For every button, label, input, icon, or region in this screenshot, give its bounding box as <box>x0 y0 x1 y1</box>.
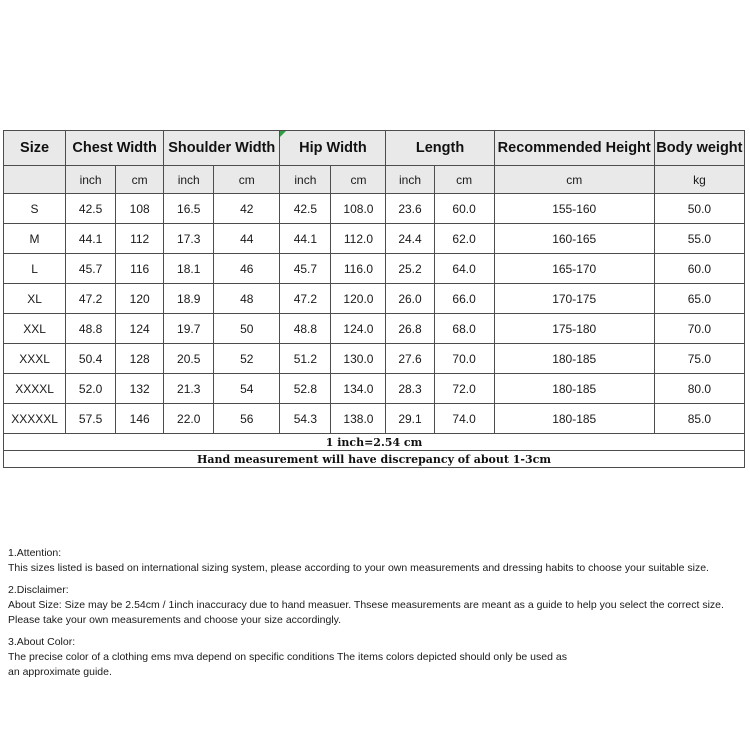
value-cell: 108 <box>116 194 164 224</box>
value-cell: 44.1 <box>280 224 331 254</box>
note-line: This sizes listed is based on international sizing system, please according to your own measurements and dressing habits to choose your suitable size. <box>8 562 709 574</box>
value-cell: 80.0 <box>654 374 744 404</box>
note-block <box>8 635 750 680</box>
value-cell: 165-170 <box>494 254 654 284</box>
size-chart-body <box>4 194 745 434</box>
value-cell: 112.0 <box>331 224 386 254</box>
value-cell: 16.5 <box>164 194 214 224</box>
note-heading: 2.Disclaimer: <box>8 584 69 596</box>
value-cell: 160-165 <box>494 224 654 254</box>
value-cell: 23.6 <box>386 194 434 224</box>
value-cell: 175-180 <box>494 314 654 344</box>
column-header-hip-width <box>280 131 386 166</box>
size-label-cell: XL <box>4 284 66 314</box>
value-cell: 108.0 <box>331 194 386 224</box>
table-row <box>4 194 745 224</box>
column-header-chest-width <box>66 131 164 166</box>
unit-cell: cm <box>434 166 494 194</box>
unit-cell: kg <box>654 166 744 194</box>
footnote-row <box>4 434 745 451</box>
value-cell: 27.6 <box>386 344 434 374</box>
value-cell: 155-160 <box>494 194 654 224</box>
value-cell: 42 <box>214 194 280 224</box>
value-cell: 50 <box>214 314 280 344</box>
note-line: About Size: Size may be 2.54cm / 1inch inaccuracy due to hand measuer. Thsese measurements are meant as a guide to help you select the correct size. <box>8 599 724 611</box>
value-cell: 72.0 <box>434 374 494 404</box>
value-cell: 50.0 <box>654 194 744 224</box>
table-row <box>4 284 745 314</box>
cell-flag-icon <box>280 131 286 137</box>
note-heading: 1.Attention: <box>8 547 62 559</box>
value-cell: 52.8 <box>280 374 331 404</box>
size-label-cell: XXXXXL <box>4 404 66 434</box>
table-row <box>4 344 745 374</box>
column-header-label: Body weight <box>656 140 743 156</box>
unit-cell: inch <box>280 166 331 194</box>
value-cell: 50.4 <box>66 344 116 374</box>
column-header-label: Length <box>415 140 465 156</box>
footnote-text: 1 inch=2.54 cm <box>4 434 745 451</box>
table-row <box>4 404 745 434</box>
value-cell: 54 <box>214 374 280 404</box>
value-cell: 26.0 <box>386 284 434 314</box>
value-cell: 138.0 <box>331 404 386 434</box>
value-cell: 180-185 <box>494 404 654 434</box>
value-cell: 128 <box>116 344 164 374</box>
value-cell: 51.2 <box>280 344 331 374</box>
value-cell: 52.0 <box>66 374 116 404</box>
value-cell: 22.0 <box>164 404 214 434</box>
unit-cell: cm <box>331 166 386 194</box>
value-cell: 28.3 <box>386 374 434 404</box>
value-cell: 19.7 <box>164 314 214 344</box>
column-header-shoulder-width <box>164 131 280 166</box>
value-cell: 48 <box>214 284 280 314</box>
note-block <box>8 546 750 576</box>
value-cell: 75.0 <box>654 344 744 374</box>
size-chart-footnotes <box>4 434 745 468</box>
value-cell: 120.0 <box>331 284 386 314</box>
value-cell: 134.0 <box>331 374 386 404</box>
value-cell: 62.0 <box>434 224 494 254</box>
column-header-body-weight <box>654 131 744 166</box>
value-cell: 132 <box>116 374 164 404</box>
value-cell: 116.0 <box>331 254 386 284</box>
value-cell: 47.2 <box>280 284 331 314</box>
note-heading: 3.About Color: <box>8 636 76 648</box>
value-cell: 146 <box>116 404 164 434</box>
value-cell: 56 <box>214 404 280 434</box>
unit-cell-empty <box>4 166 66 194</box>
value-cell: 52 <box>214 344 280 374</box>
column-header-label: Size <box>20 140 50 156</box>
column-header-size <box>4 131 66 166</box>
value-cell: 18.1 <box>164 254 214 284</box>
value-cell: 66.0 <box>434 284 494 314</box>
note-line: Please take your own measurements and choose your size accordingly. <box>8 614 342 626</box>
value-cell: 180-185 <box>494 344 654 374</box>
size-label-cell: XXXL <box>4 344 66 374</box>
table-row <box>4 254 745 284</box>
column-header-label: Chest Width <box>72 140 157 156</box>
value-cell: 42.5 <box>280 194 331 224</box>
value-cell: 120 <box>116 284 164 314</box>
unit-cell: inch <box>66 166 116 194</box>
size-label-cell: XXL <box>4 314 66 344</box>
unit-cell: cm <box>494 166 654 194</box>
value-cell: 54.3 <box>280 404 331 434</box>
unit-cell: inch <box>386 166 434 194</box>
value-cell: 70.0 <box>654 314 744 344</box>
column-header-recommended-height <box>494 131 654 166</box>
value-cell: 55.0 <box>654 224 744 254</box>
value-cell: 26.8 <box>386 314 434 344</box>
column-header-label: Shoulder Width <box>168 140 276 156</box>
size-chart-header <box>4 131 745 194</box>
size-label-cell: S <box>4 194 66 224</box>
unit-cell: inch <box>164 166 214 194</box>
value-cell: 124 <box>116 314 164 344</box>
value-cell: 70.0 <box>434 344 494 374</box>
value-cell: 20.5 <box>164 344 214 374</box>
value-cell: 29.1 <box>386 404 434 434</box>
value-cell: 46 <box>214 254 280 284</box>
table-row <box>4 314 745 344</box>
value-cell: 17.3 <box>164 224 214 254</box>
column-header-label: Recommended Height <box>497 140 651 156</box>
column-header-label: Hip Width <box>299 140 367 156</box>
note-block <box>8 583 750 628</box>
footnote-text: Hand measurement will have discrepancy of about 1-3cm <box>4 451 745 468</box>
footnote-row <box>4 451 745 468</box>
value-cell: 130.0 <box>331 344 386 374</box>
value-cell: 44 <box>214 224 280 254</box>
value-cell: 42.5 <box>66 194 116 224</box>
value-cell: 85.0 <box>654 404 744 434</box>
value-cell: 65.0 <box>654 284 744 314</box>
value-cell: 45.7 <box>280 254 331 284</box>
value-cell: 48.8 <box>66 314 116 344</box>
value-cell: 25.2 <box>386 254 434 284</box>
value-cell: 21.3 <box>164 374 214 404</box>
notes-section <box>8 546 750 687</box>
value-cell: 24.4 <box>386 224 434 254</box>
size-label-cell: XXXXL <box>4 374 66 404</box>
note-line: The precise color of a clothing ems mva depend on specific conditions The items colors depicted should only be used as <box>8 651 567 663</box>
size-label-cell: L <box>4 254 66 284</box>
value-cell: 68.0 <box>434 314 494 344</box>
value-cell: 124.0 <box>331 314 386 344</box>
value-cell: 48.8 <box>280 314 331 344</box>
size-label-cell: M <box>4 224 66 254</box>
table-row <box>4 374 745 404</box>
value-cell: 60.0 <box>654 254 744 284</box>
unit-row <box>4 166 745 194</box>
value-cell: 45.7 <box>66 254 116 284</box>
size-chart-table <box>3 130 745 468</box>
unit-cell: cm <box>116 166 164 194</box>
value-cell: 60.0 <box>434 194 494 224</box>
value-cell: 64.0 <box>434 254 494 284</box>
value-cell: 18.9 <box>164 284 214 314</box>
header-group-row <box>4 131 745 166</box>
column-header-length <box>386 131 494 166</box>
value-cell: 180-185 <box>494 374 654 404</box>
note-line: an approximate guide. <box>8 666 112 678</box>
value-cell: 74.0 <box>434 404 494 434</box>
value-cell: 170-175 <box>494 284 654 314</box>
value-cell: 116 <box>116 254 164 284</box>
value-cell: 112 <box>116 224 164 254</box>
value-cell: 57.5 <box>66 404 116 434</box>
value-cell: 47.2 <box>66 284 116 314</box>
table-row <box>4 224 745 254</box>
unit-cell: cm <box>214 166 280 194</box>
value-cell: 44.1 <box>66 224 116 254</box>
